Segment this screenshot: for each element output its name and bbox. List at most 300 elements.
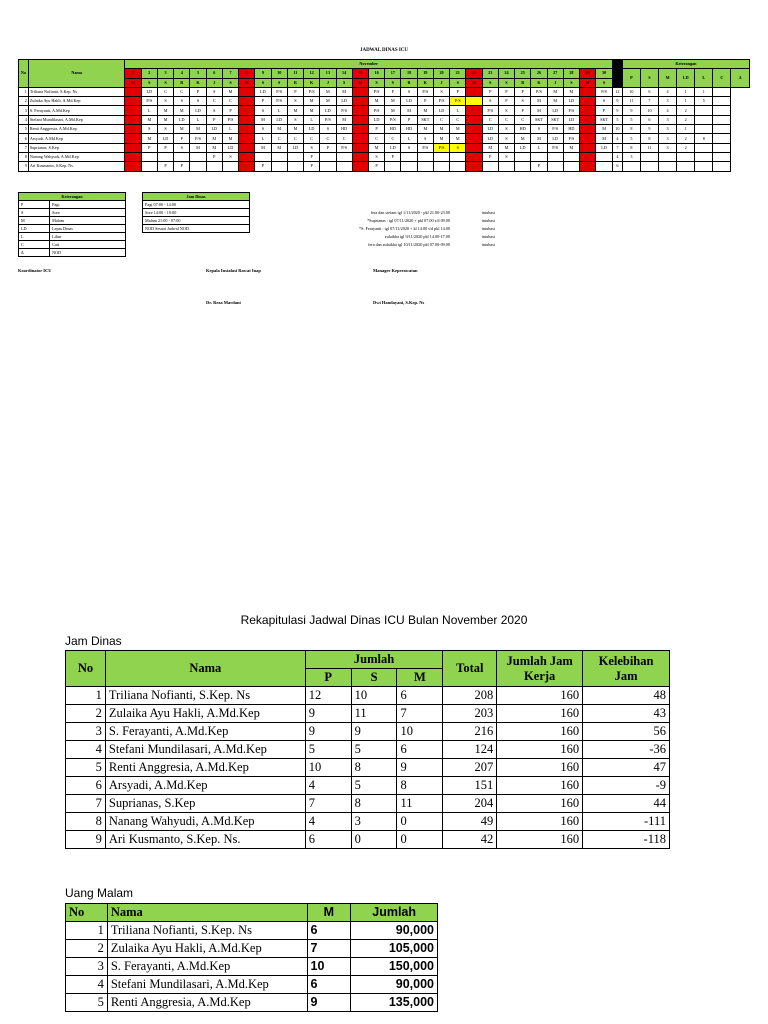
jam-m: 9 [397,759,443,777]
ket-cell [640,152,658,161]
row-nama: Renti Anggresia, A.Md.Kep [28,125,125,134]
ket-cell [713,106,731,115]
shift-cell: P/S [304,87,320,96]
uang-m: 6 [307,922,351,940]
legend-keterangan [18,192,126,257]
shift-cell: P/S [385,115,401,124]
jam-m: 8 [397,777,443,795]
shift-cell: HD [385,125,401,134]
row-no: 3 [19,106,29,115]
jam-kelebihan: 48 [583,687,670,705]
shift-cell [239,134,255,143]
shift-cell [239,125,255,134]
note-tag: intubasi [481,242,495,247]
sched-day-1: 1 [125,69,141,78]
row-no: 5 [19,125,29,134]
uang-no: 5 [66,994,108,1012]
sched-day-27: 27 [547,69,563,78]
sheet-title: JADWAL DINAS ICU [359,48,409,53]
jam-kelebihan: -9 [583,777,670,795]
ket-cell [713,97,731,106]
row-no: 1 [19,87,29,96]
shift-cell [255,152,271,161]
sched-dayname-18: R [401,78,417,87]
jam-h-no: No [66,651,106,687]
shift-cell: M [498,143,514,152]
jam-total: 124 [443,741,497,759]
shift-cell [352,87,368,96]
shift-cell [239,162,255,171]
sched-dayname-14: S [336,78,352,87]
shift-cell: S [141,125,157,134]
shift-cell [239,152,255,161]
sched-dayname-1: M [125,78,141,87]
uang-jumlah: 135,000 [351,994,438,1012]
jam-s: 5 [351,741,397,759]
shift-cell: LD [255,87,271,96]
jam-m: 10 [397,723,443,741]
table-row [19,143,750,152]
uang-h-no: No [66,904,108,922]
shift-cell: P/S [320,115,336,124]
jam-kelebihan: -36 [583,741,670,759]
shift-cell [125,97,141,106]
shift-cell: P/S [596,87,613,96]
jam-kerja: 160 [497,813,583,831]
table-row [19,162,750,171]
shift-cell [450,152,466,161]
shift-cell: P/S [271,97,287,106]
shift-cell: M [287,106,303,115]
jam-no: 9 [66,831,106,849]
jam-total: 49 [443,813,497,831]
sched-ket-h-5: C [713,69,731,88]
shift-cell: S [498,106,514,115]
jam-p: 9 [305,705,351,723]
table-row [66,741,670,759]
shift-cell: L [190,115,206,124]
shift-cell: M [385,97,401,106]
shift-cell [141,152,157,161]
note-text: fera dan zulaikha tgl 10/11/2020 pkl 07.00-09.00 [368,242,450,247]
ket-cell [713,87,731,96]
sched-dayname-10: S [271,78,287,87]
legend-code: Δ [19,249,50,257]
shift-cell: S [287,115,303,124]
shift-cell: P/S [547,143,563,152]
uang-nama: Renti Anggresia, A.Md.Kep [107,994,307,1012]
ket-cell: 5 [622,134,640,143]
table-row [66,723,670,741]
shift-cell [433,152,449,161]
shift-cell: P [401,115,417,124]
shift-cell: P [515,106,531,115]
sched-day-26: 26 [531,69,547,78]
shift-cell: P/S [368,87,384,96]
shift-cell: P [190,87,206,96]
jam-nama: Suprianas, S.Kep [105,795,305,813]
uang-m: 10 [307,958,351,976]
shift-cell [547,152,563,161]
shift-cell [580,115,596,124]
shift-cell [466,115,482,124]
ket-cell: 8 [640,134,658,143]
shift-cell: S [255,125,271,134]
uang-h-nama: Nama [107,904,307,922]
shift-cell [466,152,482,161]
ket-cell: 10 [612,125,622,134]
jam-nama: Ari Kusmanto, S.Kep. Ns. [105,831,305,849]
shift-cell: SKT [417,115,433,124]
jam-p: 4 [305,813,351,831]
sched-dayname-16: S [368,78,384,87]
jam-m: 0 [397,831,443,849]
ket-cell: 8 [622,125,640,134]
row-nama: Suprianas, S.Kep [28,143,125,152]
ket-cell [695,143,713,152]
jam-kelebihan: 43 [583,705,670,723]
jam-total: 151 [443,777,497,795]
shift-cell: P [206,115,222,124]
sched-ket-h-4: L [695,69,713,88]
uang-no: 4 [66,976,108,994]
shift-cell: C [482,115,498,124]
shift-cell: P [596,106,613,115]
sched-day-22: 22 [466,69,482,78]
shift-cell: P/S [141,97,157,106]
ket-cell [695,125,713,134]
rekap-title: Rekapitulasi Jadwal Dinas ICU Bulan November 2020 [240,613,528,627]
table-row [66,976,438,994]
sched-dayname-8: M [239,78,255,87]
sched-dayname-6: J [206,78,222,87]
sched-day-21: 21 [450,69,466,78]
shift-cell: P/S [482,106,498,115]
shift-cell: C [222,97,238,106]
ket-cell [713,143,731,152]
shift-cell: L [141,106,157,115]
shift-cell: LD [515,143,531,152]
table-row [66,777,670,795]
jam-total: 208 [443,687,497,705]
ket-cell: 7 [612,143,622,152]
sched-dayname-7: S [222,78,238,87]
shift-cell: M [450,134,466,143]
legend-jam-item: Pagi 07:00 - 14:00 [143,201,250,209]
legend-desc: Lepas Dinas [50,225,126,233]
shift-cell: LD [320,106,336,115]
uang-jumlah: 90,000 [351,922,438,940]
shift-cell [320,152,336,161]
shift-cell: M [596,134,613,143]
shift-cell: P [450,87,466,96]
shift-cell [239,97,255,106]
shift-cell [515,162,531,171]
jam-p: 4 [305,777,351,795]
shift-cell [563,152,579,161]
shift-cell: M [368,143,384,152]
shift-cell: L [531,143,547,152]
shift-cell: L [255,134,271,143]
jam-p: 6 [305,831,351,849]
jam-s: 8 [351,795,397,813]
shift-cell [287,162,303,171]
legend-code: M [19,217,50,225]
row-nama: Nanang Wahyudi, A.Md.Kep [28,152,125,161]
shift-cell: S [206,106,222,115]
shift-cell: P [368,162,384,171]
sched-dayname-9: S [255,78,271,87]
note-text: *S. Ferayanti : tgl 07/11/2020 + kl 14.00 s/d pkl 14.00 [359,226,450,231]
shift-cell: P [531,162,547,171]
shift-cell: S [222,152,238,161]
ket-cell: 4 [612,152,622,161]
shift-cell [125,125,141,134]
ket-cell: 6 [640,87,658,96]
shift-cell: M [531,97,547,106]
shift-cell [466,125,482,134]
row-nama: Arsyadi, A.Md.Kep [28,134,125,143]
shift-cell: M [547,87,563,96]
sched-day-2: 2 [141,69,157,78]
shift-cell: M [141,134,157,143]
shift-cell: P [417,97,433,106]
shift-cell: LD [433,106,449,115]
shift-cell [352,97,368,106]
table-row [66,831,670,849]
ket-cell: 3 [659,97,677,106]
shift-cell: C [385,134,401,143]
shift-cell [466,106,482,115]
shift-cell: P [255,162,271,171]
jam-total: 42 [443,831,497,849]
uang-no: 3 [66,958,108,976]
shift-cell: P [498,87,514,96]
ket-cell: 3 [659,115,677,124]
jam-p: 5 [305,741,351,759]
jam-dinas-label: Jam Dinas [65,634,122,648]
shift-cell: P [157,162,173,171]
sched-dayname-30: S [596,78,613,87]
jam-total: 216 [443,723,497,741]
shift-cell: S [498,134,514,143]
shift-cell [239,115,255,124]
row-nama: Ari Kusmanto, S.Kep. Ns. [28,162,125,171]
jam-nama: Triliana Nofianti, S.Kep. Ns [105,687,305,705]
uang-nama: Stefani Mundilasari, A.Md.Kep [107,976,307,994]
shift-cell: M [320,87,336,96]
shift-cell [417,152,433,161]
shift-cell: C [304,134,320,143]
shift-cell: P/S [563,106,579,115]
shift-cell: LD [271,115,287,124]
shift-cell: S [304,143,320,152]
legend-jam-item: Sore 14:00 - 19:00 [143,209,250,217]
ket-cell: 2 [677,134,695,143]
row-no: 2 [19,97,29,106]
sched-day-28: 28 [563,69,579,78]
shift-cell: P [206,152,222,161]
shift-cell: LD [563,97,579,106]
sched-ket-h-2: M [659,69,677,88]
sig-manager: Manager Keperawatan [373,268,418,273]
shift-cell: S [401,143,417,152]
shift-cell [141,162,157,171]
shift-cell: SKT [531,115,547,124]
shift-cell [239,106,255,115]
sched-day-8: 8 [239,69,255,78]
ket-cell: 2 [677,106,695,115]
sched-day-14: 14 [336,69,352,78]
shift-cell [352,162,368,171]
jam-p: 12 [305,687,351,705]
sched-dayname-23: S [482,78,498,87]
shift-cell: C [320,134,336,143]
ket-cell [713,134,731,143]
sched-dayname-29: M [580,78,596,87]
sched-black-col [612,60,622,88]
shift-cell: P [255,97,271,106]
shift-cell: C [336,134,352,143]
shift-cell [125,152,141,161]
row-no: 6 [19,134,29,143]
jam-p: 9 [305,723,351,741]
jam-no: 4 [66,741,106,759]
jam-no: 3 [66,723,106,741]
table-row [66,687,670,705]
ket-cell: 4 [659,87,677,96]
shift-cell [482,162,498,171]
note-tag: intubasi [481,234,495,239]
shift-cell: C [287,134,303,143]
shift-cell: P/S [433,143,449,152]
shift-cell: P/S [563,134,579,143]
shift-cell [352,152,368,161]
ket-cell: 5 [612,115,622,124]
ket-cell [713,162,731,171]
shift-cell: M [255,115,271,124]
shift-cell: LD [336,97,352,106]
sched-day-9: 9 [255,69,271,78]
jam-nama: Stefani Mundilasari, A.Md.Kep [105,741,305,759]
uang-malam-table [65,903,438,1012]
sched-day-17: 17 [385,69,401,78]
jam-h-m: M [397,669,443,687]
shift-cell [596,152,613,161]
uang-nama: Triliana Nofianti, S.Kep. Ns [107,922,307,940]
sched-day-5: 5 [190,69,206,78]
uang-no: 1 [66,922,108,940]
shift-cell: S [531,125,547,134]
legend-desc: NOD [50,249,126,257]
jam-s: 3 [351,813,397,831]
shift-cell: LD [304,125,320,134]
shift-cell: M [271,125,287,134]
shift-cell: M [320,97,336,106]
table-row [19,134,750,143]
jam-m: 11 [397,795,443,813]
sched-dayname-19: K [417,78,433,87]
sched-day-12: 12 [304,69,320,78]
sched-dayname-15: M [352,78,368,87]
shift-cell: M [304,97,320,106]
shift-cell: LD [385,143,401,152]
sched-day-30: 30 [596,69,613,78]
table-row [19,106,750,115]
sched-day-15: 15 [352,69,368,78]
shift-cell: M [190,143,206,152]
shift-cell: S [174,143,190,152]
jam-m: 0 [397,813,443,831]
ket-cell: 7 [640,97,658,106]
shift-cell: M [417,125,433,134]
shift-cell: L [401,134,417,143]
shift-cell: C [368,134,384,143]
row-nama: Triliana Nofianti, S.Kep. Ns [28,87,125,96]
ket-cell: 1 [677,125,695,134]
legend-jam-dinas [142,192,250,233]
row-nama: Zulaika Ayu Hakli, A.Md.Kep [28,97,125,106]
shift-cell: M [368,97,384,106]
shift-cell [466,143,482,152]
jam-m: 6 [397,687,443,705]
shift-cell [125,162,141,171]
ket-cell: 8 [622,143,640,152]
jam-nama: Arsyadi, A.Md.Kep [105,777,305,795]
ket-cell: 10 [640,106,658,115]
table-row [19,97,750,106]
shift-cell: S [596,97,613,106]
shift-cell [336,162,352,171]
jam-h-kelebihan: Kelebihan Jam [583,651,670,687]
note-row [255,225,495,233]
shift-cell: M [190,125,206,134]
shift-cell [401,152,417,161]
shift-cell: P/S [433,97,449,106]
shift-cell: M [401,106,417,115]
table-row [66,813,670,831]
shift-cell: C [271,134,287,143]
sched-dayname-11: R [287,78,303,87]
jam-h-s: S [351,669,397,687]
shift-cell [320,162,336,171]
shift-cell [239,143,255,152]
ket-cell: 9 [612,106,622,115]
table-row [66,994,438,1012]
sig-kepala-name: Dr. Reza Mardani [206,300,241,305]
sched-dayname-20: J [433,78,449,87]
table-row [19,115,750,124]
legend-jam-item: Malam 21:00 - 07:00 [143,217,250,225]
shift-cell [336,152,352,161]
shift-cell [401,162,417,171]
sched-dayname-24: S [498,78,514,87]
ket-cell: 11 [640,143,658,152]
sched-dayname-25: R [515,78,531,87]
shift-cell: M [174,106,190,115]
shift-cell: M [596,125,613,134]
uang-malam-label: Uang Malam [65,886,134,900]
shift-cell [466,87,482,96]
table-row [66,958,438,976]
ket-cell: 12 [612,87,622,96]
jam-h-nama: Nama [105,651,305,687]
legend-jam-dinas-header: Jam Dinas [143,193,250,201]
ket-cell: 5 [622,115,640,124]
shift-cell: M [157,106,173,115]
row-nama: Stefani Mundilasari, A.Md.Kep [28,115,125,124]
ket-cell: 3 [622,152,640,161]
